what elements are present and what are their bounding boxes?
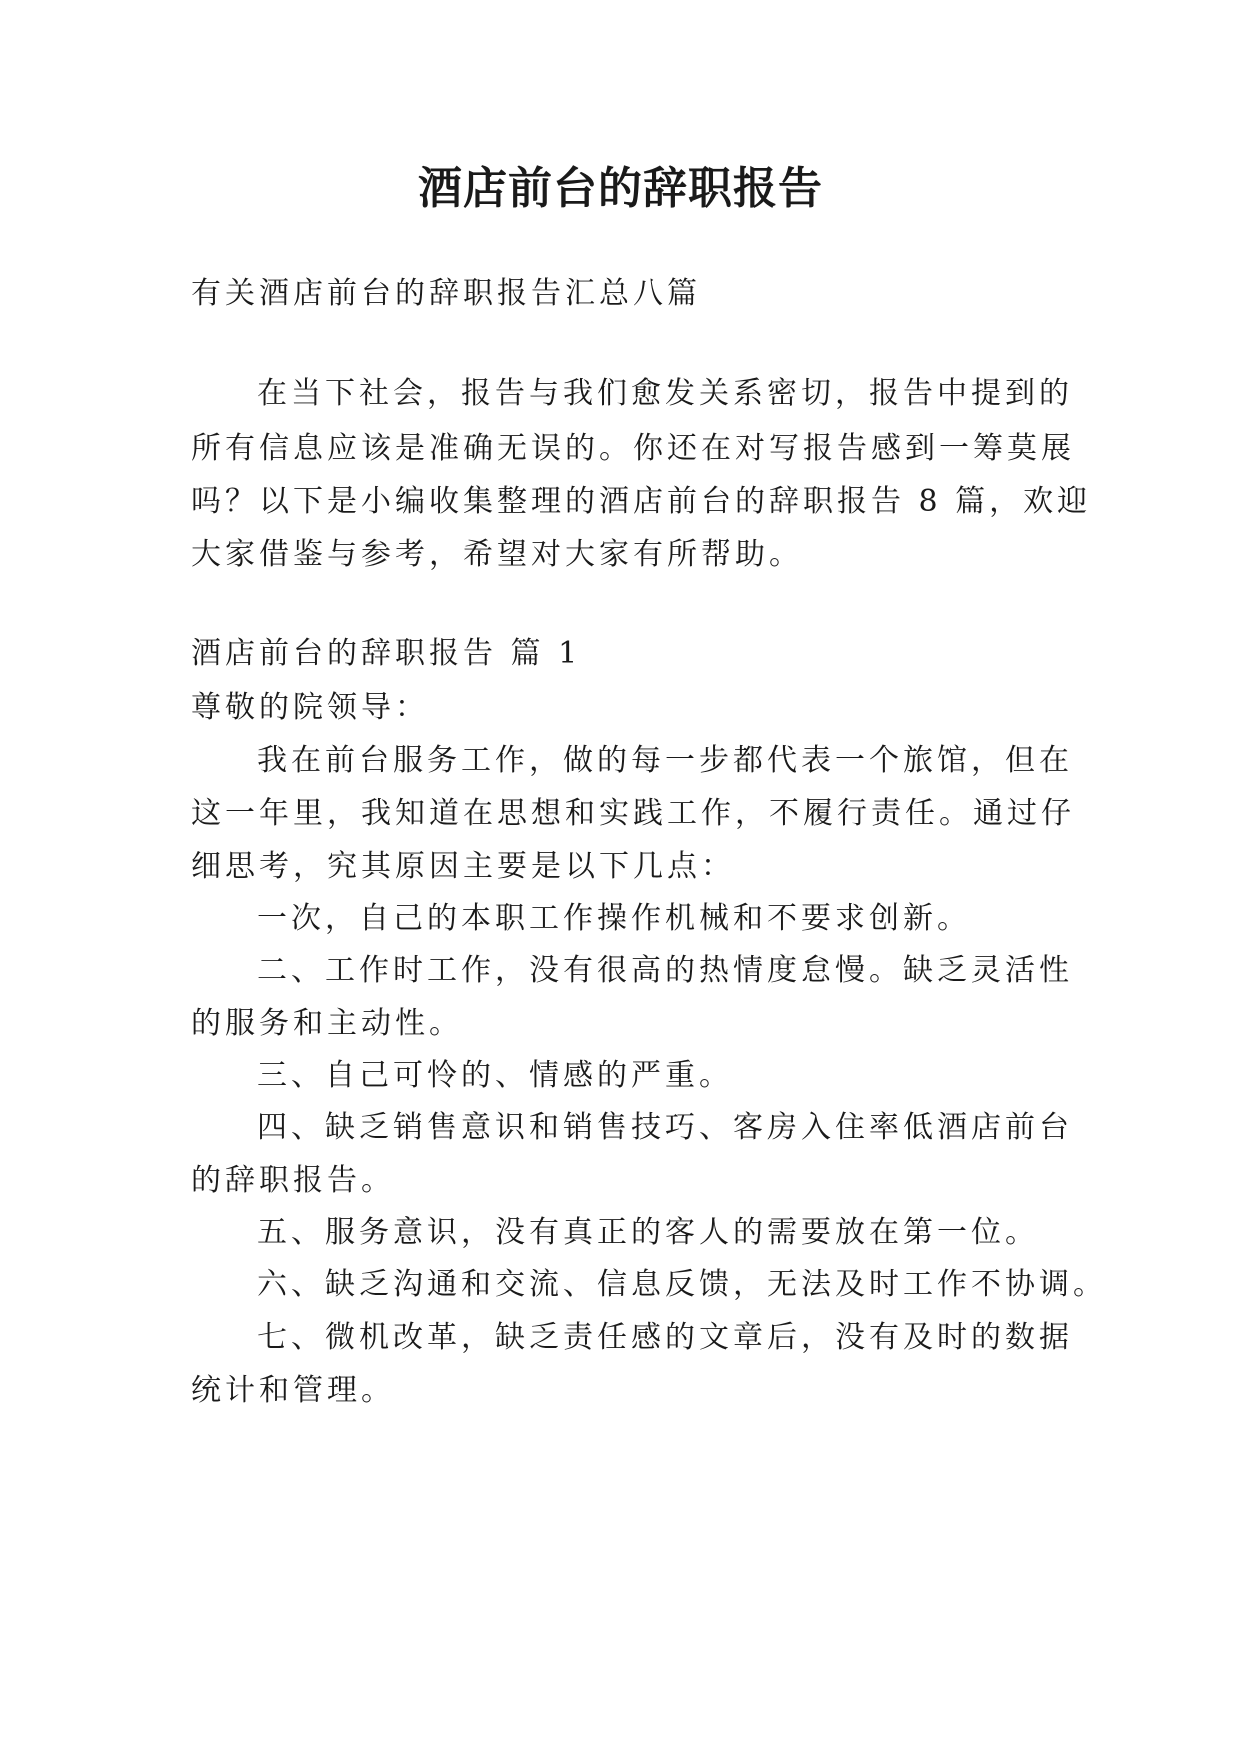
intro-line: 大家借鉴与参考，希望对大家有所帮助。: [191, 537, 803, 572]
body-line: 七、微机改革，缺乏责任感的文章后，没有及时的数据: [257, 1320, 1073, 1355]
body-line: 三、自己可怜的、情感的严重。: [257, 1058, 733, 1093]
section-heading: 酒店前台的辞职报告 篇 1: [191, 636, 582, 671]
intro-line: 在当下社会，报告与我们愈发关系密切，报告中提到的: [257, 376, 1073, 411]
body-line: 的辞职报告。: [191, 1163, 395, 1198]
body-line: 六、缺乏沟通和交流、信息反馈，无法及时工作不协调。: [257, 1267, 1107, 1302]
body-line: 细思考，究其原因主要是以下几点：: [191, 849, 735, 884]
body-line: 一次，自己的本职工作操作机械和不要求创新。: [257, 901, 971, 936]
document-subtitle: 有关酒店前台的辞职报告汇总八篇: [191, 276, 701, 311]
body-line: 这一年里，我知道在思想和实践工作，不履行责任。通过仔: [191, 796, 1075, 831]
intro-line: 吗？以下是小编收集整理的酒店前台的辞职报告 8 篇，欢迎: [191, 484, 1092, 519]
body-line: 二、工作时工作，没有很高的热情度怠慢。缺乏灵活性: [257, 953, 1073, 988]
body-line: 的服务和主动性。: [191, 1006, 463, 1041]
body-line: 统计和管理。: [191, 1373, 395, 1408]
salutation: 尊敬的院领导：: [191, 690, 429, 725]
intro-line: 所有信息应该是准确无误的。你还在对写报告感到一筹莫展: [191, 431, 1075, 466]
body-line: 四、缺乏销售意识和销售技巧、客房入住率低酒店前台: [257, 1110, 1073, 1145]
document-title: 酒店前台的辞职报告: [418, 163, 823, 214]
body-line: 我在前台服务工作，做的每一步都代表一个旅馆，但在: [257, 743, 1073, 778]
body-line: 五、服务意识，没有真正的客人的需要放在第一位。: [257, 1215, 1039, 1250]
